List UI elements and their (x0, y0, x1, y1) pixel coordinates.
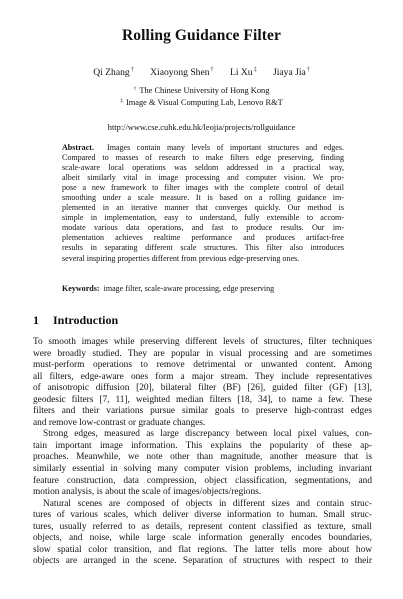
author-name: Qi Zhang (93, 67, 130, 78)
body-line: geodesic filters [7, 11], weighted median filters [18, 34], to name a few. These (33, 394, 372, 405)
affiliation-mark: † (210, 67, 214, 73)
body-line: tain important image information. This explains the popularity of these ap- (33, 440, 372, 451)
keywords-label: Keywords: (62, 284, 100, 293)
body-line: objects are arranged in the scene. Separation of structures with respect to their (33, 556, 372, 567)
body-line: similarly essential in solving many computer vision problems, including invariant (33, 464, 372, 475)
abstract-line: pose a new framework to filter images with the complete control of detail (62, 183, 344, 193)
paper-title: Rolling Guidance Filter (121, 27, 282, 44)
author-list (0, 67, 403, 78)
body-line: objects, and noise, while large scale information generally encodes boundaries, (33, 533, 372, 544)
affiliation-text: The Chinese University of Hong Kong (139, 86, 270, 95)
body-line: feature construction, data compression, object classification, segmentations, and (33, 475, 372, 486)
body-line: Natural scenes are composed of objects in different sizes and contain struc- (43, 498, 372, 509)
body-line: tures of various scales, which deliver diverse information to human. Small struc- (33, 510, 372, 521)
author (93, 67, 134, 78)
body-line: of anisotropic diffusion [20], bilateral filter (BF) [26], guided filter (GF) [13], (33, 383, 372, 394)
keywords-text: image filter, scale-aware processing, edge preserving (103, 284, 275, 293)
body-text (33, 337, 372, 568)
abstract-line: modate various data operations, and fast to produce results. Our im- (62, 223, 344, 233)
author-name: Xiaoyong Shen (150, 67, 210, 78)
abstract-line: several inspiring properties different from previous edge-preserving ones. (62, 253, 300, 263)
author-name: Jiaya Jia (273, 67, 306, 78)
body-line: proaches. Meanwhile, we note other than magnitude, another measure that is (33, 452, 372, 463)
abstract-line: plementation achieves realtime performance and produces artifact-free (62, 233, 344, 243)
affiliation (0, 86, 403, 95)
body-line: To smooth images while preserving different levels of structures, filter techniques (33, 337, 372, 347)
section-number: 1 (33, 313, 39, 327)
body-line: filters and their variations pursue similar goals to preserve high-contrast edges (33, 406, 372, 417)
author-name: Li Xu (229, 67, 253, 78)
abstract-line-text: Images contain many levels of important structures and edges. (107, 143, 344, 152)
abstract-line: results in separating different scale structures. This filter also introduces (62, 243, 344, 253)
body-line: tures, usually referred to as details, represent content classified as texture, small (33, 521, 372, 532)
author (230, 67, 257, 78)
affiliation (0, 98, 403, 107)
project-url-link[interactable]: http://www.cse.cuhk.edu.hk/leojia/projects/rollguidance (107, 123, 296, 132)
affiliation-text: Image & Visual Computing Lab, Lenovo R&T (125, 98, 283, 107)
abstract (62, 143, 344, 264)
affiliation-mark: † (133, 86, 137, 92)
abstract-line: simple in implementation, easy to understand, fully extensible to accom- (62, 213, 344, 223)
author (273, 67, 310, 78)
abstract-line: Compared to masses of research to make filters edge preserving, finding (62, 153, 344, 163)
affiliation-mark: ‡ (253, 67, 257, 73)
abstract-line: plemented in an iterative manner that converges quickly. Our method is (62, 203, 344, 213)
body-line: all filters, edge-aware ones form a major stream. They include representatives (33, 371, 372, 382)
section-title: Introduction (53, 313, 119, 327)
affiliation-mark: † (130, 67, 134, 73)
affiliation-mark: ‡ (120, 98, 123, 104)
body-line: slow spatial color transition, and flat regions. The latter tells more about how (33, 544, 372, 555)
abstract-line: scale-aware local operations was seldom addressed in a practical way, (62, 163, 344, 173)
author (150, 67, 213, 78)
section-heading (33, 313, 118, 328)
abstract-line: albeit similarly vital in image processing and computer vision. We pro- (62, 173, 344, 183)
body-line: must-perform operations to remove detrimental or unwanted content. Among (33, 360, 372, 371)
keywords (62, 284, 344, 293)
body-line: Strong edges, measured as large discrepancy between local pixel values, con- (43, 429, 372, 440)
affiliation-mark: † (306, 67, 310, 73)
body-line: were broadly studied. They are popular in visual processing and are sometimes (33, 348, 372, 359)
abstract-label: Abstract. (62, 143, 94, 152)
body-line: motion analysis, is about the scale of images/objects/regions. (33, 487, 262, 498)
abstract-line (62, 143, 344, 153)
abstract-line: smoothing under a scale measure. It is based on a rolling guidance im- (62, 193, 344, 203)
body-line: and remove low-contrast or graduate changes. (33, 417, 206, 428)
